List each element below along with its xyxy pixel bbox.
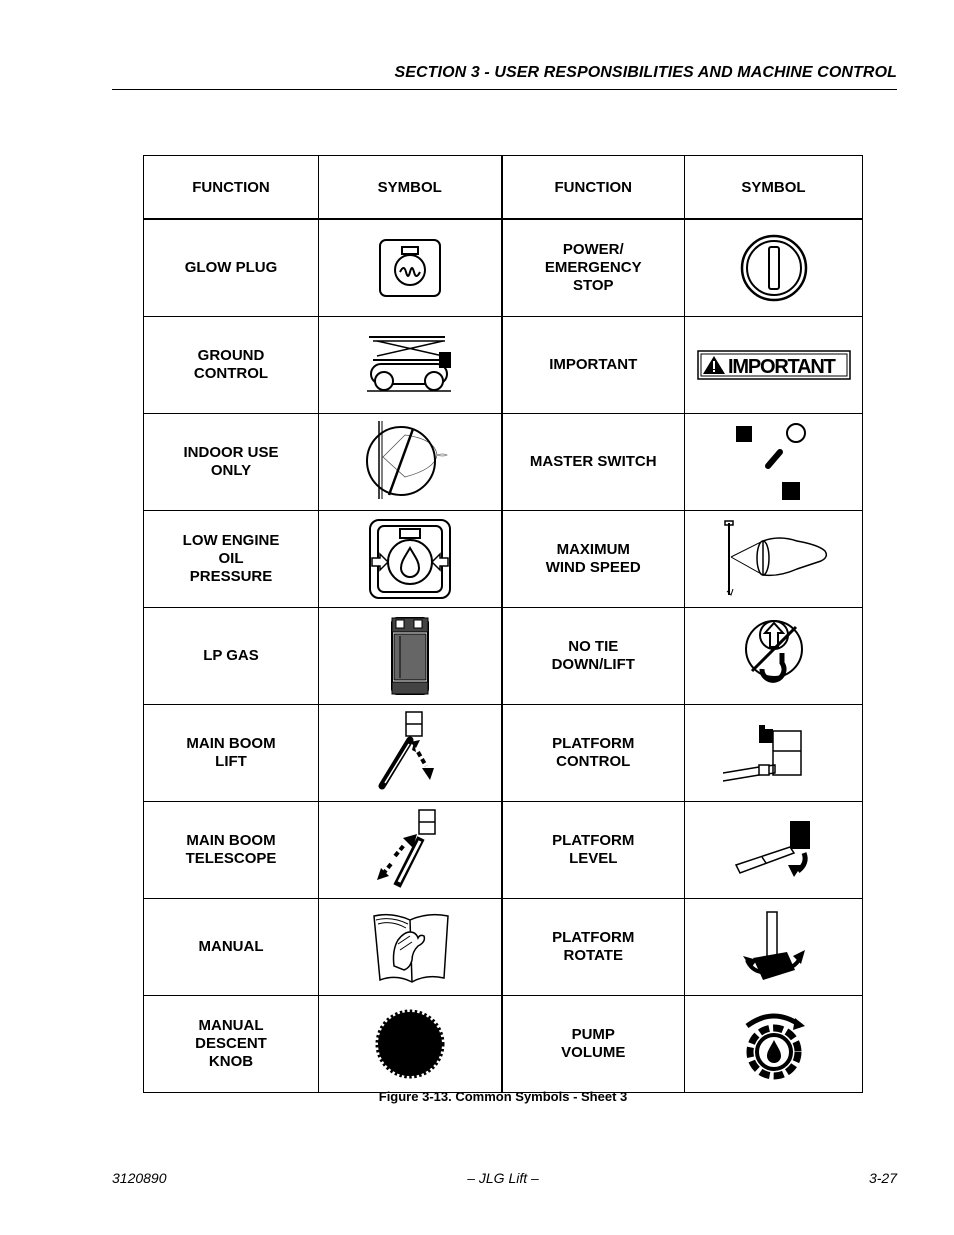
lp-gas-icon [388, 616, 432, 696]
table-row [144, 899, 863, 996]
function-label: PLATFORM CONTROL [502, 705, 685, 802]
table-row [144, 996, 863, 1093]
table-row [144, 414, 863, 511]
function-label: IMPORTANT [502, 317, 685, 414]
function-label: MANUAL DESCENT KNOB [144, 996, 319, 1093]
function-label: PLATFORM ROTATE [502, 899, 685, 996]
table-row [144, 317, 863, 414]
table-row [144, 802, 863, 899]
important-icon-text: IMPORTANT [727, 356, 835, 378]
column-header-function-1: FUNCTION [144, 156, 319, 220]
table-row [144, 219, 863, 317]
function-label: MANUAL [144, 899, 319, 996]
function-label: GROUND CONTROL [144, 317, 319, 414]
table-row [144, 511, 863, 608]
function-label: GLOW PLUG [144, 219, 319, 317]
function-label: LOW ENGINE OIL PRESSURE [144, 511, 319, 608]
pump-volume-icon [741, 1006, 807, 1082]
function-label: MAIN BOOM LIFT [144, 705, 319, 802]
header-rule [112, 89, 897, 90]
main-boom-lift-icon [378, 710, 442, 796]
function-label: MAIN BOOM TELESCOPE [144, 802, 319, 899]
function-label: LP GAS [144, 608, 319, 705]
manual-descent-knob-icon [374, 1008, 446, 1080]
master-switch-icon [724, 422, 824, 502]
function-label: PLATFORM LEVEL [502, 802, 685, 899]
indoor-use-only-icon [365, 419, 455, 505]
footer-publisher: – JLG Lift – [467, 1170, 539, 1186]
important-icon [697, 350, 851, 380]
table-row [144, 608, 863, 705]
column-header-function-2: FUNCTION [502, 156, 685, 220]
platform-level-icon [732, 819, 816, 881]
footer-page-number: 3-27 [868, 1170, 897, 1186]
manual-icon [370, 910, 450, 984]
main-boom-telescope-icon [375, 808, 445, 892]
column-header-symbol-1: SYMBOL [319, 156, 502, 220]
function-label: MAXIMUM WIND SPEED [502, 511, 685, 608]
common-symbols-table [143, 155, 863, 1093]
low-engine-oil-pressure-icon [368, 518, 452, 600]
table-header-row [144, 156, 863, 220]
section-title: SECTION 3 - USER RESPONSIBILITIES AND MACHINE CONTROL [394, 64, 897, 81]
maximum-wind-speed-icon [719, 519, 829, 599]
platform-rotate-icon [741, 910, 807, 984]
figure-caption: Figure 3-13. Common Symbols - Sheet 3 [378, 1089, 628, 1104]
platform-control-icon [719, 721, 829, 785]
footer-document-number: 3120890 [112, 1170, 167, 1186]
column-header-symbol-2: SYMBOL [685, 156, 863, 220]
function-label: NO TIE DOWN/LIFT [502, 608, 685, 705]
glow-plug-icon [378, 238, 442, 298]
function-label: INDOOR USE ONLY [144, 414, 319, 511]
table-row [144, 705, 863, 802]
function-label: PUMP VOLUME [502, 996, 685, 1093]
ground-control-icon [367, 334, 453, 396]
power-emergency-stop-icon [739, 233, 809, 303]
function-label: MASTER SWITCH [502, 414, 685, 511]
no-tie-down-lift-icon [742, 615, 806, 697]
function-label: POWER/ EMERGENCY STOP [502, 219, 685, 317]
